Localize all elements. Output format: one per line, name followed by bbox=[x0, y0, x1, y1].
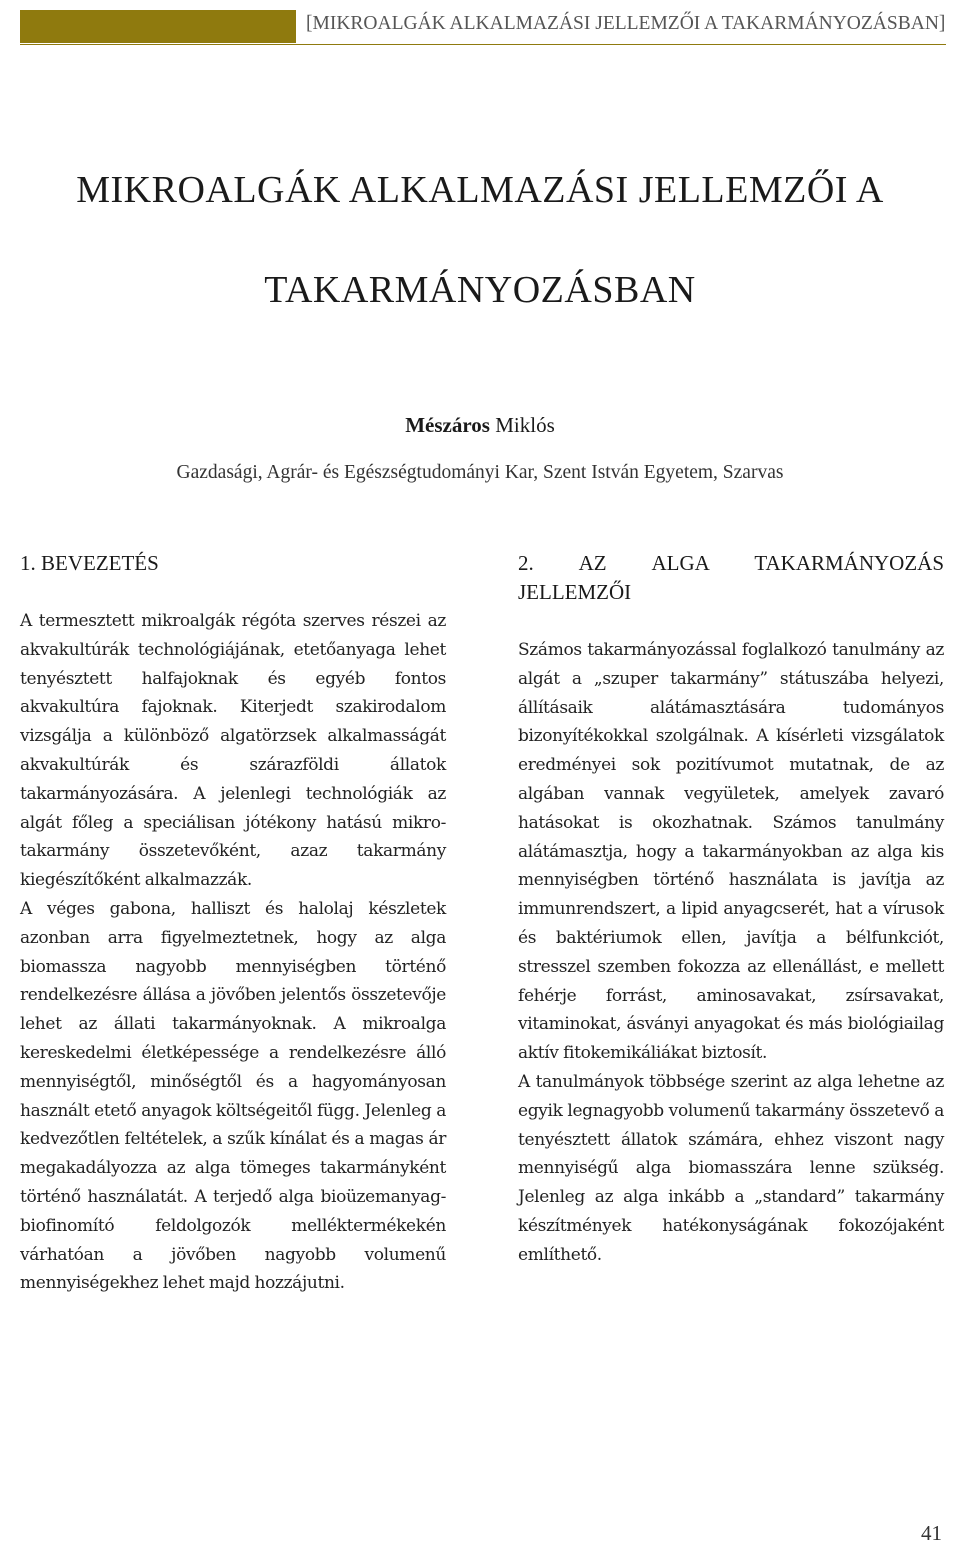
author bbox=[0, 413, 960, 438]
section-heading-alga-feeding: 2. AZ ALGA TAKARMÁNYOZÁS JELLEMZŐI bbox=[518, 551, 944, 604]
author-family-name: Mészáros bbox=[405, 413, 490, 437]
paragraph: A tanulmányok többsége szerint az alga lehetne az egyik legnagyobb volumenű takarmány összetevő a tenyésztett állatok számára, ehhez viszont nagy mennyiségű alga biomasszára lenne szükség. Jelenleg az alga inkább a „standard” takarmány készítmények hatékonyságának fokozójaként említhető. bbox=[518, 1071, 944, 1265]
article-title-line1: MIKROALGÁK ALKALMAZÁSI JELLEMZŐI A bbox=[76, 169, 884, 211]
paragraph: Számos takarmányozással foglalkozó tanulmány az algát a „szuper takarmány” státuszába helyezi, állításaik alátámasztására tudományos bizonyítékokkal szolgálnak. A kísérleti vizsgálatok eredményei sok pozitívumot mutatnak, de az algában vannak vegyületek, amelyek zavaró hatásokat is okozhatnak. Számos tanulmány alátámasztja, hogy a takarmányokban az alga kis mennyiségben történő használata is javítja az immunrendszert, a lipid anyagcserét, hat a vírusok és baktériumok ellen, javítja a bélfunkciót, stresszel szemben fokozza az ellenállást, e mellett fehérje forrást, aminosavakat, zsírsavakat, vitaminokat, ásványi anyagokat és más biológiailag aktív fitokemikáliákat biztosít. bbox=[518, 640, 944, 1064]
affiliation: Gazdasági, Agrár- és Egészségtudományi Kar, Szent István Egyetem, Szarvas bbox=[176, 462, 784, 483]
paragraph: A véges gabona, halliszt és halolaj készletek azonban arra figyelmeztetnek, hogy az alga biomassza nagyobb mennyiségben történő rendelkezésre állása a jövőben jelentős összetevője lehet az állati takarmányoknak. A mikroalga kereskedelmi életképessége a rendelkezésre álló mennyiségtől, minőségtől és a hagyományosan használt etető anyagok költségeitől függ. Jelenleg a kedvezőtlen feltételek, a szűk kínálat és a magas ár megakadályozza az alga tömeges takarmányként történő használatát. A terjedő alga bioüzemanyag-biofinomító feldolgozók melléktermékekén várhatóan a jövőben nagyobb volumenű mennyiségekhez lehet majd hozzájutni. bbox=[20, 898, 446, 1294]
running-header-rule bbox=[20, 44, 946, 45]
running-header-bar bbox=[20, 10, 296, 43]
page-number: 41 bbox=[921, 1521, 942, 1545]
running-header: [MIKROALGÁK ALKALMAZÁSI JELLEMZŐI A TAKARMÁNYOZÁSBAN] bbox=[306, 13, 946, 34]
article-title-line2: TAKARMÁNYOZÁSBAN bbox=[264, 269, 696, 311]
section-heading-introduction: 1. BEVEZETÉS bbox=[20, 551, 159, 575]
author-given-name: Miklós bbox=[489, 413, 555, 437]
right-column bbox=[518, 549, 944, 1270]
paragraph: A termesztett mikroalgák régóta szerves részei az akvakultúrák technológiájának, etetőanyaga lehet tenyésztett halfajoknak és egyéb fontos akvakultúra fajoknak. Kiterjedt szakirodalom vizsgálja a különböző algatörzsek alkalmasságát akvakultúrák és szárazföldi állatok takarmányozására. A jelenlegi technológiák az algát főleg a speciálisan jótékony hatású mikro-takarmány összetevőként, azaz takarmány kiegészítőként alkalmazzák. bbox=[20, 611, 446, 891]
left-column bbox=[20, 549, 446, 1298]
